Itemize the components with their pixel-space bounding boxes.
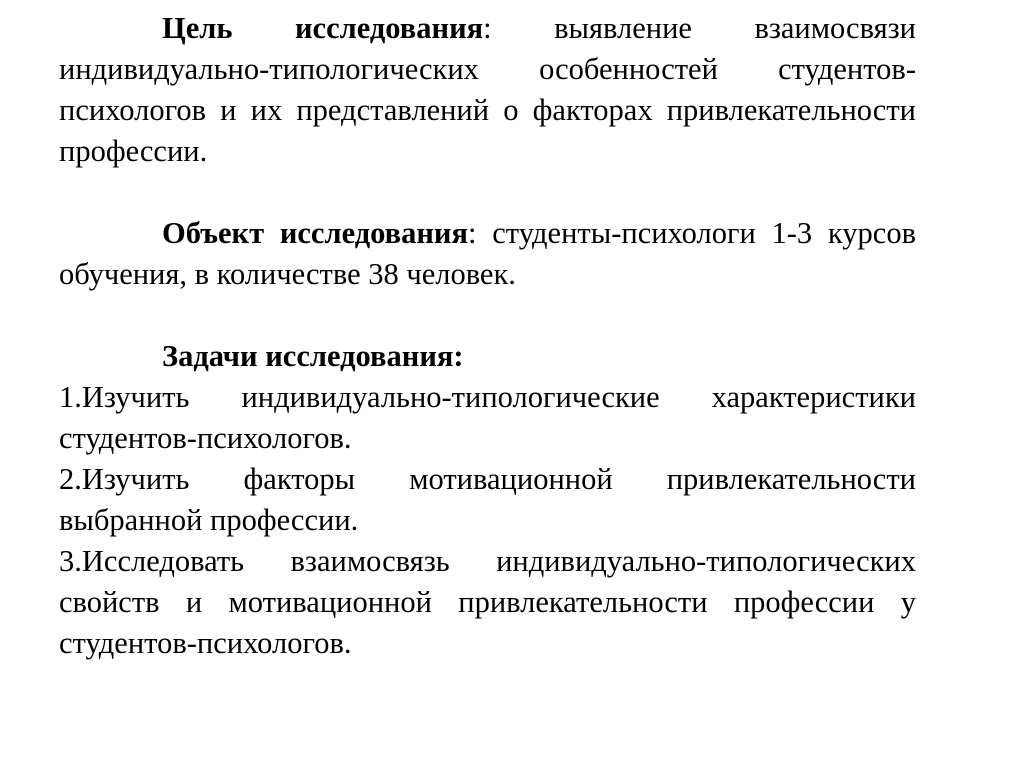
research-goal-text: выявление взаимосвязи индивидуально-типологических особенностей студентов-психологов и их представлений о факторах привлекательности профессии. <box>59 11 916 168</box>
research-tasks-heading: Задачи исследования: <box>162 339 464 373</box>
task-item-3: 3.Исследовать взаимосвязь индивидуально-типологических свойств и мотивационной привлекательности профессии у студентов-психологов. <box>59 544 916 660</box>
research-goal-paragraph <box>59 8 916 172</box>
task-item-1: 1.Изучить индивидуально-типологические характеристики студентов-психологов. <box>59 380 916 455</box>
research-goal-separator: : <box>483 11 492 45</box>
research-object-separator: : <box>468 216 477 250</box>
spacer <box>59 172 916 213</box>
research-object-label: Объект исследования <box>162 216 469 250</box>
task-item-2: 2.Изучить факторы мотивационной привлекательности выбранной профессии. <box>59 462 916 537</box>
slide-content <box>59 8 916 664</box>
spacer <box>59 295 916 336</box>
research-goal-label: Цель исследования <box>162 11 484 45</box>
research-object-paragraph <box>59 213 916 295</box>
research-object-text: студенты-психологи 1-3 курсов обучения, в количестве 38 человек. <box>59 216 916 291</box>
